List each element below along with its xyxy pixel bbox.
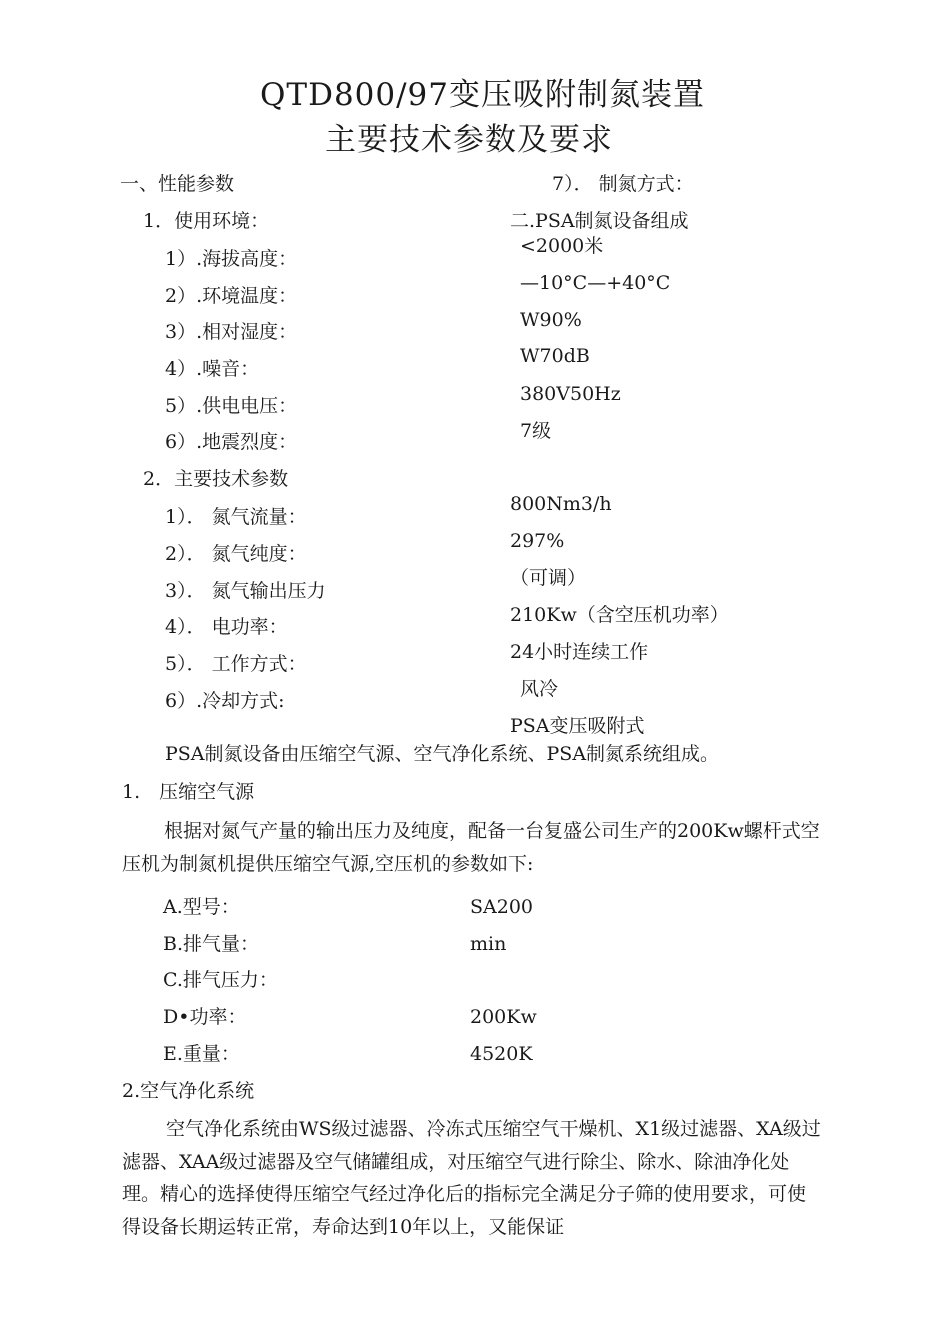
- param-label-3: 3）． 氮气输出压力: [165, 580, 326, 602]
- param-label-2: 2）． 氮气纯度：: [165, 543, 307, 565]
- spec-value-b: min: [470, 933, 507, 955]
- param-value-4: 210Kw（含空压机功率）: [510, 604, 729, 626]
- tech-heading: 2．主要技术参数: [143, 468, 289, 490]
- env-value-2: —10°C—+40°C: [520, 272, 671, 294]
- spec-label-c: C.排气压力：: [163, 969, 278, 991]
- param-value-6: 风冷: [520, 678, 559, 700]
- spec-value-a: SA200: [470, 896, 534, 918]
- section2-heading: 二.PSA制氮设备组成: [510, 210, 689, 232]
- title-line-2: 主要技术参数及要求: [325, 122, 613, 158]
- env-value-4: W70dB: [520, 345, 590, 367]
- env-value-5: 380V50Hz: [520, 383, 621, 405]
- env-value-3: W90%: [520, 309, 582, 331]
- param-label-4: 4）． 电功率：: [165, 616, 288, 638]
- env-heading: 1．使用环境：: [143, 210, 270, 232]
- part1-heading: 1. 压缩空气源: [122, 781, 255, 803]
- param-value-2: 297%: [510, 530, 565, 552]
- title-line-1: QTD800/97变压吸附制氮装置: [260, 77, 706, 113]
- spec-value-e: 4520K: [470, 1043, 533, 1065]
- param-label-7: 7）． 制氮方式：: [552, 173, 694, 195]
- spec-label-a: A.型号：: [163, 896, 240, 918]
- env-label-5: 5）.供电电压：: [165, 395, 298, 417]
- param-value-7: PSA变压吸附式: [510, 715, 645, 737]
- spec-label-e: E.重量：: [163, 1043, 240, 1065]
- param-value-5: 24小时连续工作: [510, 641, 649, 663]
- param-label-6: 6）.冷却方式:: [165, 690, 285, 712]
- param-label-1: 1）． 氮气流量：: [165, 506, 307, 528]
- env-label-4: 4）.噪音：: [165, 358, 260, 380]
- env-value-1: <2000米: [520, 235, 604, 257]
- section1-heading: 一、性能参数: [120, 173, 235, 195]
- env-label-1: 1）.海拔高度：: [165, 248, 298, 270]
- param-label-5: 5）． 工作方式：: [165, 653, 307, 675]
- param-value-1: 800Nm3/h: [510, 493, 612, 515]
- env-label-2: 2）.环境温度：: [165, 285, 298, 307]
- part1-paragraph: 根据对氮气产量的输出压力及纯度，配备一台复盛公司生产的200Kw螺杆式空压机为制氮机提供压缩空气源,空压机的参数如下:: [122, 820, 820, 876]
- section2-intro: PSA制氮设备由压缩空气源、空气净化系统、PSA制氮系统组成。: [165, 743, 720, 765]
- env-value-6: 7级: [520, 420, 552, 442]
- param-value-3: （可调）: [510, 567, 587, 589]
- env-label-6: 6）.地震烈度：: [165, 431, 298, 453]
- env-label-3: 3）.相对湿度：: [165, 321, 298, 343]
- spec-label-b: B.排气量：: [163, 933, 260, 955]
- spec-label-d: D•功率：: [163, 1006, 247, 1028]
- spec-value-d: 200Kw: [470, 1006, 537, 1028]
- part2-paragraph: 空气净化系统由WS级过滤器、冷冻式压缩空气干燥机、X1级过滤器、XA级过滤器、XAA级过滤器及空气储罐组成，对压缩空气进行除尘、除水、除油净化处理。精心的选择使得压缩空气经过净化后的指标完全满足分子筛的使用要求，可使得设备长期运转正常，寿命达到10年以上，又能保证: [122, 1118, 821, 1239]
- part2-heading: 2.空气净化系统: [122, 1080, 255, 1102]
